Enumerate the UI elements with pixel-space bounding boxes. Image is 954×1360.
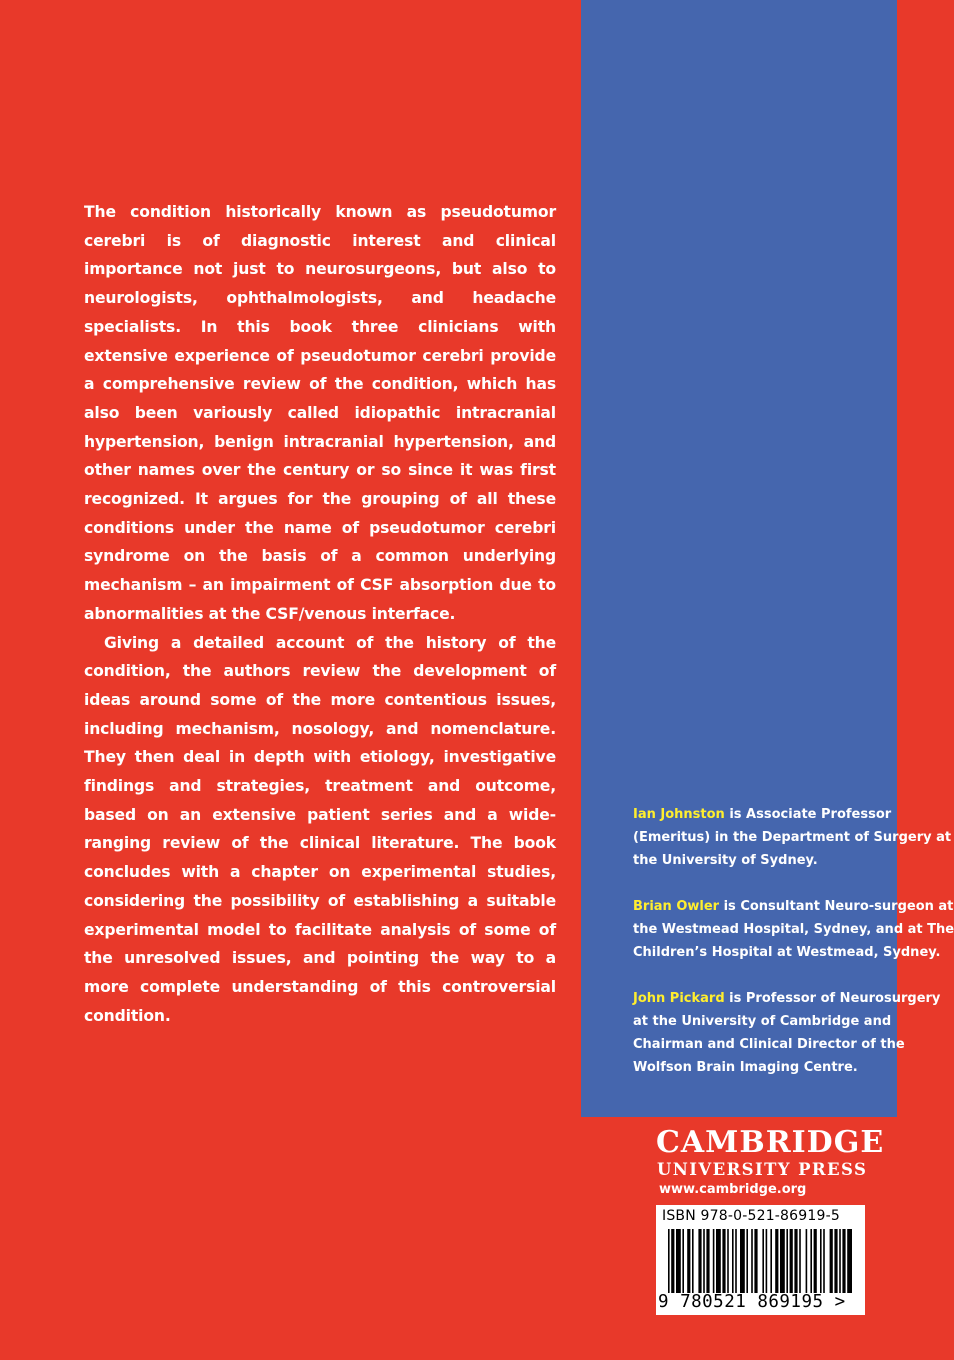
barcode-bar — [847, 1229, 852, 1293]
blurb-paragraph-1: The condition historically known as pseudotumor cerebri is of diagnostic interest and clinical importance not just to neurosurgeons, but also to neurologists, ophthalmologists, and headache specialists. In this book three clinicians with extensive experience of pseudotumor cerebri provide a comprehensive review of the condition, which has also been variously called idiopathic intracranial hypertension, benign intracranial hypertension, and other names over the century or so since it was first recognized. It argues for the grouping of all these conditions under the name of pseudotumor cerebri syndrome on the basis of a common underlying mechanism – an impairment of CSF absorption due to abnormalities at the CSF/venous interface. — [84, 203, 556, 623]
barcode-bar — [830, 1229, 833, 1293]
isbn-label: ISBN 978-0-521-86919-5 — [662, 1208, 840, 1224]
barcode-bar — [682, 1229, 684, 1293]
barcode-bar — [775, 1229, 778, 1293]
barcode-bar — [786, 1229, 788, 1293]
barcode-bar — [770, 1229, 772, 1293]
barcode-bar — [703, 1229, 705, 1293]
barcode-bar — [823, 1229, 825, 1293]
barcode-bar — [727, 1229, 729, 1293]
author-bio-line: Wolfson Brain Imaging Centre. — [633, 1060, 858, 1075]
barcode-bar — [799, 1229, 801, 1293]
author-bio-line: the Westmead Hospital, Sydney, and at The — [633, 922, 954, 937]
author-bio-panel — [581, 0, 954, 1117]
author-bio-line: is Associate Professor — [724, 807, 892, 822]
author-name: Brian Owler — [633, 899, 720, 914]
author-bio-ian-johnston — [633, 803, 952, 872]
barcode-bar — [676, 1229, 681, 1293]
barcode-bar — [766, 1229, 768, 1293]
cambridge-logo: CAMBRIDGE — [656, 1125, 885, 1160]
publisher-subtitle: UNIVERSITY PRESS — [657, 1160, 868, 1179]
barcode-bar — [692, 1229, 694, 1293]
author-bio-line: the University of Sydney. — [633, 853, 818, 868]
barcode-bar — [751, 1229, 753, 1293]
barcode-bar — [842, 1229, 845, 1293]
barcode-bar — [746, 1229, 748, 1293]
barcode-bar — [713, 1229, 715, 1293]
barcode-bar — [780, 1229, 785, 1293]
author-bio-john-pickard — [633, 987, 941, 1079]
publisher-website: www.cambridge.org — [659, 1182, 807, 1197]
barcode-bar — [834, 1229, 837, 1293]
barcode-bar — [790, 1229, 793, 1293]
author-name: Ian Johnston — [633, 807, 725, 822]
author-bio-line: is Professor of Neurosurgery — [724, 991, 941, 1006]
barcode-bar — [732, 1229, 734, 1293]
barcode-bar — [839, 1229, 841, 1293]
barcode-bar — [806, 1229, 808, 1293]
barcode-bar — [668, 1229, 670, 1293]
publisher-block — [581, 1117, 897, 1360]
author-bio-line: Children’s Hospital at Westmead, Sydney. — [633, 945, 941, 960]
barcode-bar — [814, 1229, 817, 1293]
barcode-bar — [722, 1229, 725, 1293]
barcode-bar — [671, 1229, 674, 1293]
barcode-bar — [762, 1229, 764, 1293]
barcode-bar — [810, 1229, 812, 1293]
barcode-bar — [698, 1229, 701, 1293]
barcode-bar — [735, 1229, 737, 1293]
author-bio-line: Chairman and Clinical Director of the — [633, 1037, 905, 1052]
barcode-bar — [794, 1229, 797, 1293]
isbn-barcode — [656, 1205, 865, 1315]
author-bio-line: at the University of Cambridge and — [633, 1014, 892, 1029]
author-bio-line: (Emeritus) in the Department of Surgery at — [633, 830, 952, 845]
barcode-bar — [706, 1229, 709, 1293]
barcode-bar — [820, 1229, 822, 1293]
author-name: John Pickard — [633, 991, 725, 1006]
blurb-paragraph-2: Giving a detailed account of the history of the condition, the authors review the development of ideas around some of the more contentious issues, including mechanism, nosology, and nomenclature. They then deal in depth with etiology, investigative findings and strategies, treatment and outcome, based on an extensive patient series and a wide-ranging review of the clinical literature. The book concludes with a chapter on experimental studies, considering the possibility of establishing a suitable experimental model to facilitate analysis of some of the unresolved issues, and pointing the way to a more complete understanding of this controversial condition. — [84, 633, 556, 1025]
barcode-bar — [687, 1229, 690, 1293]
barcode-digits: 9 780521 869195 > — [658, 1292, 846, 1312]
barcode-bar — [716, 1229, 721, 1293]
author-bio-line: is Consultant Neuro-surgeon at — [719, 899, 954, 914]
author-bio-brian-owler — [633, 895, 954, 964]
barcode-bar — [754, 1229, 757, 1293]
barcode-bar — [740, 1229, 745, 1293]
back-cover-blurb — [84, 198, 556, 1030]
